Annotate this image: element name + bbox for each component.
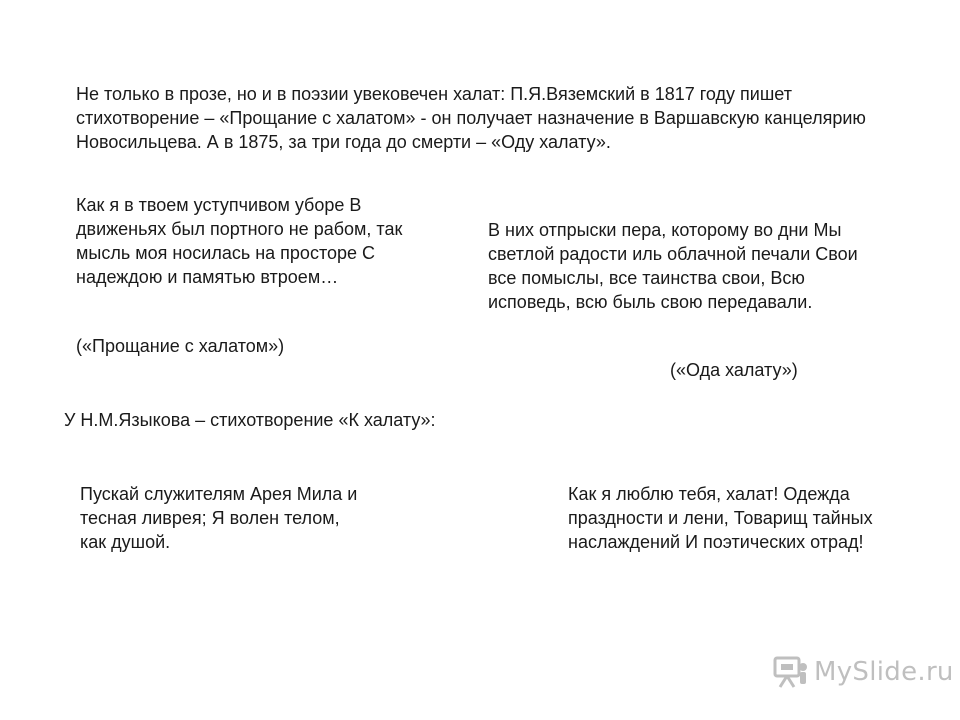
watermark-brand: MySlide: [814, 657, 918, 687]
poem-ode-to-robe: В них отпрыски пера, которому во дни Мы светлой радости иль облачной печали Свои все помыслы, все таинства свои, Всю исповедь, всю быль свою передавали.: [488, 220, 858, 312]
presentation-board-icon: [772, 654, 810, 690]
watermark-label: [814, 652, 954, 692]
intro-paragraph: Не только в прозе, но и в поэзии увековечен халат: П.Я.Вяземский в 1817 году пишет стихотворение – «Прощание с халатом» - он получает назначение в Варшавскую канцелярию Новосильцева. А в 1875, за три года до смерти – «Оду халату».: [76, 84, 866, 152]
watermark-suffix: .ru: [917, 657, 954, 687]
poem-to-robe-excerpt-2: Как я люблю тебя, халат! Одежда праздности и лени, Товарищ тайных наслаждений И поэтических отрад!: [568, 484, 873, 552]
poem-to-robe-excerpt-1: Пускай служителям Арея Мила и тесная ливрея; Я волен телом, как душой.: [80, 484, 358, 552]
poem-farewell-to-robe-caption: («Прощание с халатом»): [76, 336, 285, 356]
poem-farewell-to-robe: Как я в твоем уступчивом уборе В движеньях был портного не рабом, так мысль моя носилась на просторе С надеждою и памятью втроем…: [76, 195, 403, 287]
poem-ode-to-robe-caption: («Ода халату»): [670, 360, 798, 380]
yazykov-heading: У Н.М.Языкова – стихотворение «К халату»:: [64, 410, 436, 430]
myslide-watermark: [772, 652, 954, 692]
